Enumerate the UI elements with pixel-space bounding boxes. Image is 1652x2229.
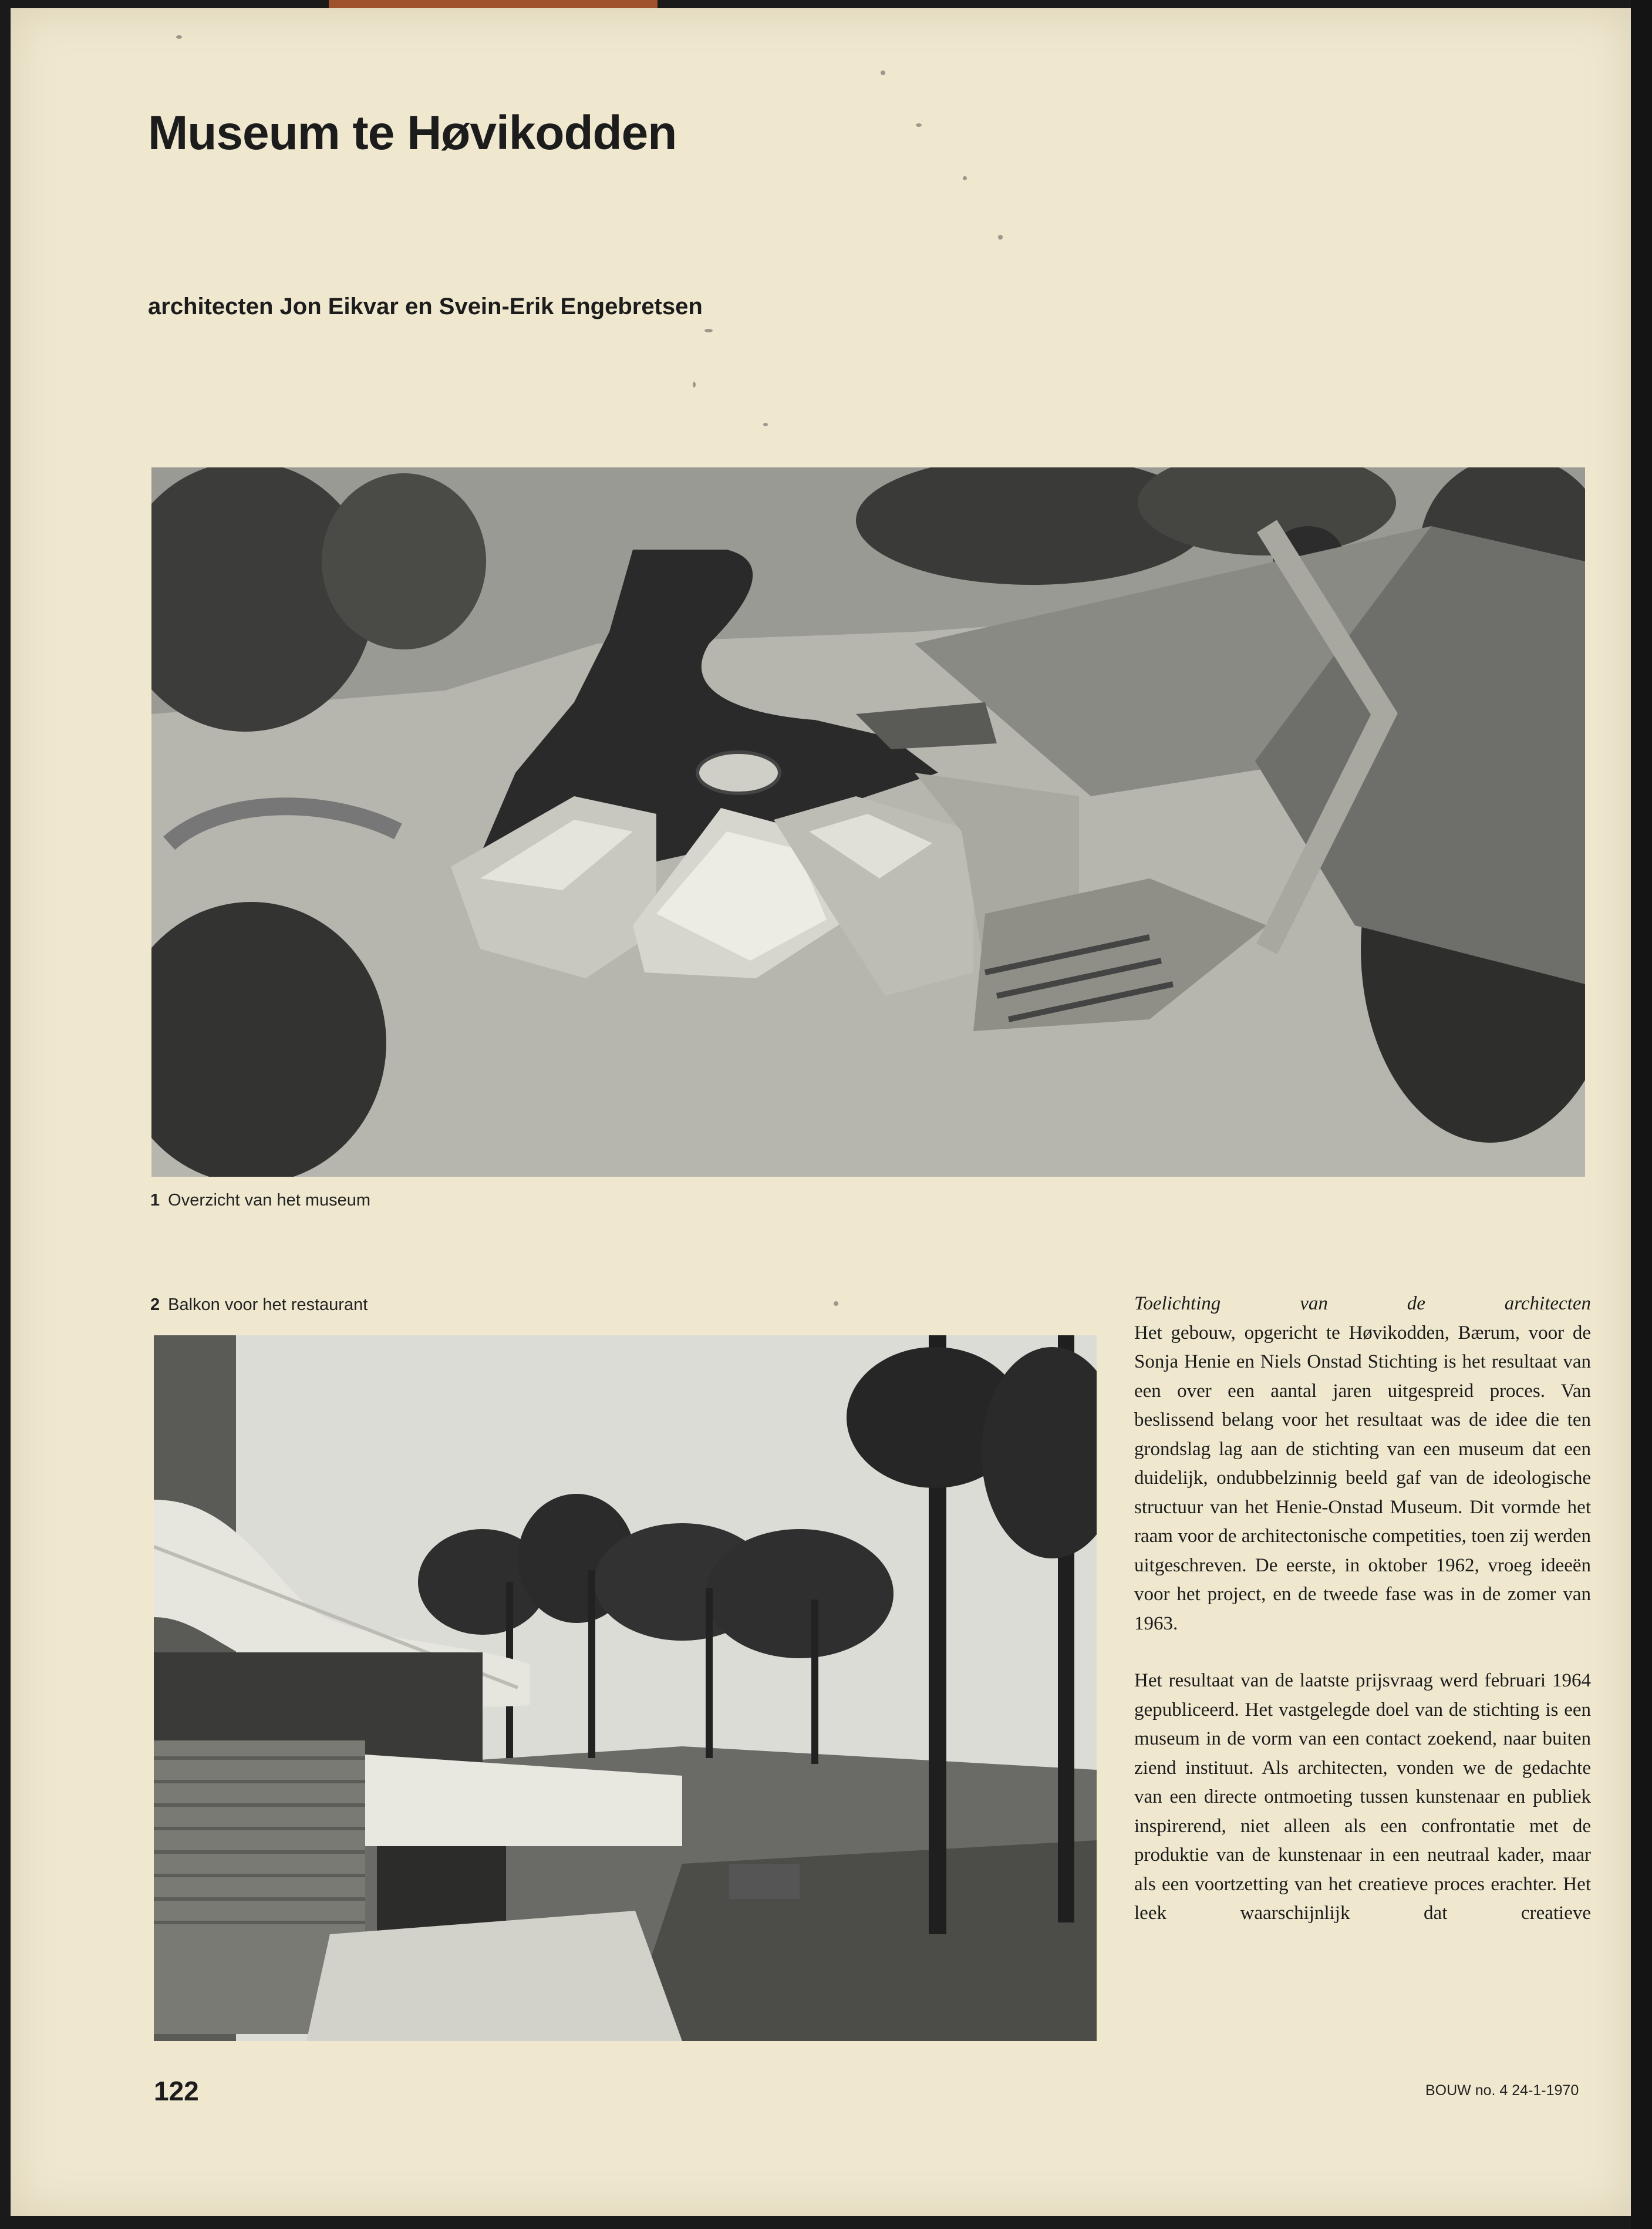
figure-1-number: 1 bbox=[150, 1191, 160, 1210]
architects-subtitle: architecten Jon Eikvar en Svein-Erik Engebretsen bbox=[148, 294, 703, 319]
figure-2-caption bbox=[150, 1295, 368, 1315]
figure-2-number: 2 bbox=[150, 1295, 160, 1314]
page-edge bbox=[1631, 0, 1652, 2229]
article-paragraph: Het gebouw, opgericht te Høvikodden, Bærum, voor de Sonja Henie en Niels Onstad Stichting is het resultaat van een over een aantal jaren uitgespreid proces. Van beslissend belang voor het resultaat was de idee die ten grondslag lag aan de stichting van een museum dat een duidelijk, ondubbelzinnig beeld gaf van de ideologische structuur van het Henie-Onstad Museum. Dit vormde het raam voor de architectonische competities, toen zij werden uitgeschreven. De eerste, in oktober 1962, vroeg ideeën voor het project, en de tweede fase was in de zomer van 1963. bbox=[1134, 1322, 1591, 1634]
article-body bbox=[1134, 1289, 1591, 1928]
page-title: Museum te Høvikodden bbox=[148, 106, 677, 160]
article-heading: Toelichting van de architecten bbox=[1134, 1293, 1591, 1314]
figure-1-text: Overzicht van het museum bbox=[168, 1191, 371, 1210]
journal-reference: BOUW no. 4 24-1-1970 bbox=[1425, 2082, 1579, 2099]
aerial-museum-photo bbox=[151, 467, 1585, 1177]
binding-strip bbox=[329, 0, 658, 8]
article-paragraph: Het resultaat van de laatste prijsvraag werd februari 1964 gepubliceerd. Het vastgelegde doel van de stichting is een museum in de vorm van een contact zoekend, naar buiten ziend instituut. Als architecten, vonden we de gedachte van een directe ontmoeting tussen kunstenaar en publiek inspirerend, niet alleen als een confrontatie met de produktie van de kunstenaar in een neutraal kader, maar als een voortzetting van het creatieve proces erachter. Het leek waarschijnlijk dat creatieve bbox=[1134, 1670, 1591, 1924]
figure-2-text: Balkon voor het restaurant bbox=[168, 1295, 368, 1314]
balcony-restaurant-photo bbox=[154, 1335, 1097, 2041]
figure-1-caption bbox=[150, 1191, 370, 1210]
page-number: 122 bbox=[154, 2076, 199, 2106]
